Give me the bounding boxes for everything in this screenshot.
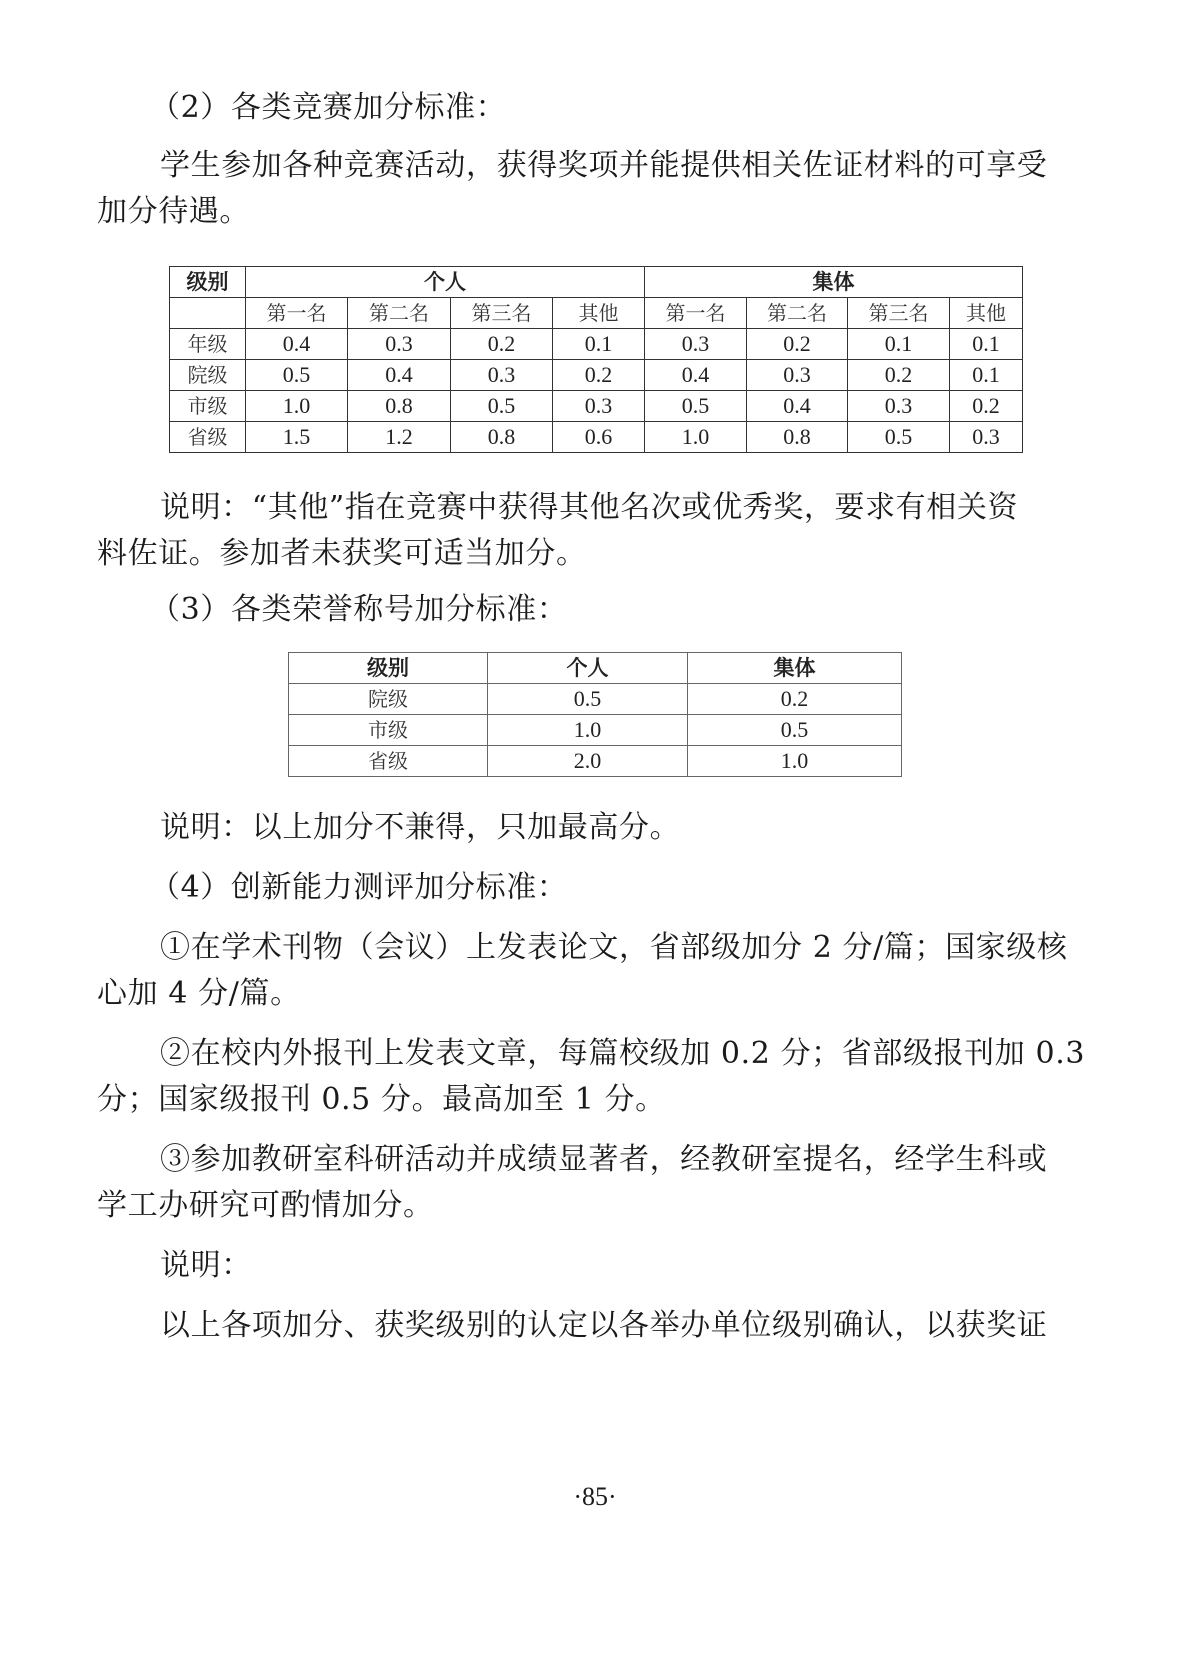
- section-3-heading: （3）各类荣誉称号加分标准：: [150, 592, 568, 627]
- value-cell: 0.4: [246, 329, 348, 360]
- value-cell: 0.5: [451, 391, 553, 422]
- value-cell: 0.8: [451, 422, 553, 453]
- table-row: [289, 746, 902, 777]
- value-cell: 0.2: [553, 360, 645, 391]
- level-cell: 市级: [170, 391, 246, 422]
- level-cell: 省级: [170, 422, 246, 453]
- value-cell: 1.0: [488, 715, 688, 746]
- value-cell: 1.0: [645, 422, 747, 453]
- level-cell: 年级: [170, 329, 246, 360]
- value-cell: 0.3: [553, 391, 645, 422]
- section-2-paragraph-line-1: 学生参加各种竞赛活动，获得奖项并能提供相关佐证材料的可享受: [160, 148, 1048, 183]
- value-cell: 0.2: [848, 360, 950, 391]
- header-level: 级别: [289, 653, 488, 684]
- value-cell: 0.2: [747, 329, 848, 360]
- value-cell: 0.3: [348, 329, 451, 360]
- level-cell: 省级: [289, 746, 488, 777]
- table-row: [170, 391, 1023, 422]
- subheader-cell: 第一名: [645, 298, 747, 329]
- value-cell: 0.4: [348, 360, 451, 391]
- header-individual: 个人: [488, 653, 688, 684]
- section-4-item-3-line-2: 学工办研究可酌情加分。: [97, 1188, 434, 1223]
- subheader-cell: 第二名: [747, 298, 848, 329]
- section-3-note: 说明：以上加分不兼得，只加最高分。: [160, 810, 681, 845]
- value-cell: 0.3: [848, 391, 950, 422]
- value-cell: 0.4: [645, 360, 747, 391]
- section-4-note-line-1: 以上各项加分、获奖级别的认定以各举办单位级别确认，以获奖证: [160, 1308, 1048, 1343]
- value-cell: 0.3: [451, 360, 553, 391]
- value-cell: 0.1: [848, 329, 950, 360]
- subheader-cell: 第三名: [451, 298, 553, 329]
- header-individual: 个人: [246, 267, 645, 298]
- subheader-cell: 其他: [553, 298, 645, 329]
- subheader-cell: 第一名: [246, 298, 348, 329]
- section-4-item-1-line-2: 心加 4 分/篇。: [97, 976, 301, 1011]
- value-cell: 0.1: [553, 329, 645, 360]
- value-cell: 0.4: [747, 391, 848, 422]
- value-cell: 0.3: [645, 329, 747, 360]
- section-4-note-label: 说明：: [160, 1248, 252, 1283]
- page-number: ·85·: [573, 1482, 617, 1511]
- section-4-item-2-line-2: 分；国家级报刊 0.5 分。最高加至 1 分。: [97, 1082, 666, 1117]
- value-cell: 1.0: [246, 391, 348, 422]
- header-group: 集体: [688, 653, 902, 684]
- subheader-cell: 第二名: [348, 298, 451, 329]
- section-2-note-line-1: 说明：“其他”指在竞赛中获得其他名次或优秀奖，要求有相关资: [160, 490, 1019, 525]
- section-2-paragraph-line-2: 加分待遇。: [97, 194, 250, 229]
- section-2-note-line-2: 料佐证。参加者未获奖可适当加分。: [97, 536, 587, 571]
- honor-score-table: [288, 652, 902, 777]
- value-cell: 1.0: [688, 746, 902, 777]
- table-row: [289, 715, 902, 746]
- value-cell: 0.2: [451, 329, 553, 360]
- section-4-item-1-line-1: ①在学术刊物（会议）上发表论文，省部级加分 2 分/篇；国家级核: [160, 930, 1068, 965]
- section-4-item-2-line-1: ②在校内外报刊上发表文章，每篇校级加 0.2 分；省部级报刊加 0.3: [160, 1036, 1086, 1071]
- value-cell: 0.5: [488, 684, 688, 715]
- value-cell: 0.1: [950, 329, 1023, 360]
- subheader-cell: 第三名: [848, 298, 950, 329]
- value-cell: 0.2: [950, 391, 1023, 422]
- value-cell: 0.8: [348, 391, 451, 422]
- level-cell: 院级: [289, 684, 488, 715]
- header-group: 集体: [645, 267, 1023, 298]
- level-cell: 院级: [170, 360, 246, 391]
- value-cell: 0.6: [553, 422, 645, 453]
- table-row: [170, 329, 1023, 360]
- value-cell: 0.5: [688, 715, 902, 746]
- value-cell: 0.3: [747, 360, 848, 391]
- section-4-heading: （4）创新能力测评加分标准：: [150, 870, 568, 905]
- value-cell: 0.5: [848, 422, 950, 453]
- table-row: [170, 422, 1023, 453]
- value-cell: 0.5: [645, 391, 747, 422]
- section-2-heading: （2）各类竞赛加分标准：: [150, 90, 507, 125]
- header-level: 级别: [170, 267, 246, 298]
- value-cell: 0.8: [747, 422, 848, 453]
- level-cell: 市级: [289, 715, 488, 746]
- table-subheader-row: [170, 298, 1023, 329]
- competition-score-table: [169, 266, 1023, 453]
- value-cell: 1.2: [348, 422, 451, 453]
- table-header-row: [170, 267, 1023, 298]
- value-cell: 1.5: [246, 422, 348, 453]
- table-row: [170, 360, 1023, 391]
- value-cell: 0.1: [950, 360, 1023, 391]
- table-header-row: [289, 653, 902, 684]
- value-cell: 0.3: [950, 422, 1023, 453]
- empty-cell: [170, 298, 246, 329]
- section-4-item-3-line-1: ③参加教研室科研活动并成绩显著者，经教研室提名，经学生科或: [160, 1142, 1048, 1177]
- value-cell: 2.0: [488, 746, 688, 777]
- value-cell: 0.5: [246, 360, 348, 391]
- subheader-cell: 其他: [950, 298, 1023, 329]
- value-cell: 0.2: [688, 684, 902, 715]
- table-row: [289, 684, 902, 715]
